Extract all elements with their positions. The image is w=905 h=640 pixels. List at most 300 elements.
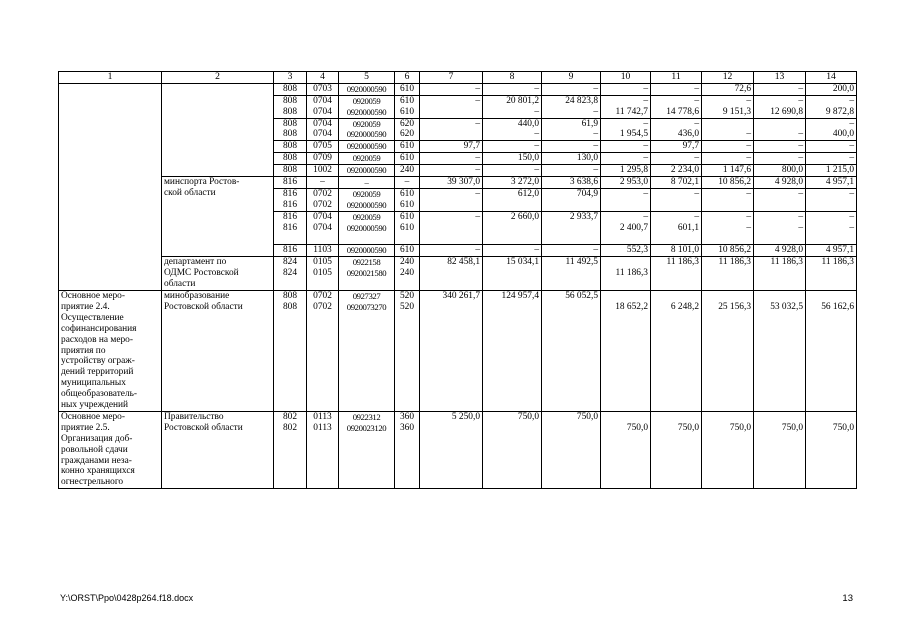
cell-line: –	[849, 141, 854, 152]
header-cell: 10	[601, 72, 651, 84]
cell-line: 5 250,0	[451, 411, 480, 422]
cell-line: –	[798, 222, 803, 233]
value-cell-c8	[483, 245, 542, 257]
value-cell-c14	[806, 245, 857, 257]
cell-line: 0704	[313, 222, 332, 233]
cell-line: 1 215,0	[825, 165, 854, 176]
cell-line: 750,0	[576, 411, 598, 422]
cell-line: –	[798, 211, 803, 222]
table-row	[59, 411, 857, 488]
cell-line: 808	[282, 153, 298, 164]
cell-line: 4 957,1	[825, 245, 854, 256]
value-cell-c4	[307, 141, 339, 153]
cell-line	[309, 233, 336, 244]
executor-cell: Правительство Ростовской области	[162, 411, 274, 488]
document-sheet	[58, 71, 856, 489]
value-cell-c6	[395, 290, 420, 411]
cell-line: 0702	[313, 290, 332, 301]
cell-line: 0704	[313, 211, 332, 222]
cell-line	[397, 279, 417, 290]
cell-line: 200,0	[832, 83, 854, 94]
cell-line: 0920000590	[346, 83, 387, 94]
value-cell-c5	[339, 95, 395, 118]
cell-line: 816	[282, 177, 298, 188]
value-cell-c5	[339, 211, 395, 245]
header-cell: 5	[339, 72, 395, 84]
cell-line: 808	[282, 118, 298, 129]
cell-line: –	[798, 95, 803, 106]
header-cell: 1	[59, 72, 162, 84]
value-cell-c11	[651, 257, 702, 291]
value-cell-c9	[542, 118, 601, 141]
value-cell-c13	[754, 165, 806, 177]
cell-line: –	[593, 106, 598, 117]
header-cell: 4	[307, 72, 339, 84]
value-cell-c12	[702, 290, 754, 411]
cell-line: 824	[282, 268, 298, 279]
cell-line	[309, 279, 336, 290]
value-cell-c6	[395, 211, 420, 245]
value-cell-c11	[651, 411, 702, 488]
cell-line: 14 778,6	[666, 106, 699, 117]
cell-line: 610	[399, 106, 415, 117]
value-cell-c11	[651, 177, 702, 189]
value-cell-c6	[395, 411, 420, 488]
header-row	[59, 72, 857, 84]
cell-line: –	[849, 118, 854, 129]
value-cell-c13	[754, 245, 806, 257]
cell-line	[653, 291, 699, 302]
cell-line: –	[746, 153, 751, 164]
budget-table	[58, 71, 857, 489]
cell-line: –	[593, 165, 598, 176]
activity-cell	[59, 83, 162, 290]
value-cell-c7	[420, 95, 483, 118]
cell-line: 53 032,5	[770, 301, 803, 312]
cell-line: 1 147,6	[722, 165, 751, 176]
cell-line: –	[694, 83, 699, 94]
value-cell-c13	[754, 211, 806, 245]
value-cell-c4	[307, 153, 339, 165]
value-cell-c8	[483, 411, 542, 488]
cell-line: 0922158	[352, 257, 381, 268]
cell-line: 11 742,7	[615, 106, 648, 117]
cell-line: 11 186,3	[615, 268, 648, 279]
cell-line: 620	[399, 118, 415, 129]
cell-line: –	[694, 153, 699, 164]
cell-line: –	[694, 95, 699, 106]
value-cell-c8	[483, 118, 542, 141]
cell-line: 0113	[313, 411, 332, 422]
cell-line: –	[746, 141, 751, 152]
cell-line: –	[643, 95, 648, 106]
cell-line: –	[593, 129, 598, 140]
cell-line: –	[643, 188, 648, 199]
cell-line: 400,0	[832, 129, 854, 140]
value-cell-c7	[420, 118, 483, 141]
value-cell-c3	[274, 211, 307, 245]
value-cell-c11	[651, 95, 702, 118]
value-cell-c12	[702, 118, 754, 141]
cell-line: 150,0	[517, 153, 539, 164]
value-cell-c4	[307, 211, 339, 245]
cell-line: –	[746, 188, 751, 199]
value-cell-c9	[542, 411, 601, 488]
cell-line: 750,0	[729, 422, 751, 433]
cell-line: –	[694, 211, 699, 222]
cell-line: –	[643, 153, 648, 164]
cell-line: 1 954,5	[619, 129, 648, 140]
cell-line: 0704	[313, 129, 332, 140]
cell-line: –	[643, 118, 648, 129]
cell-line	[808, 412, 854, 423]
value-cell-c8	[483, 257, 542, 291]
cell-line: –	[534, 141, 539, 152]
value-cell-c5	[339, 177, 395, 189]
cell-line	[397, 233, 417, 244]
value-cell-c11	[651, 188, 702, 211]
cell-line: 0709	[313, 153, 332, 164]
value-cell-c8	[483, 211, 542, 245]
value-cell-c10	[601, 165, 651, 177]
cell-line	[603, 291, 648, 302]
value-cell-c7	[420, 245, 483, 257]
cell-line: 601,1	[677, 222, 699, 233]
value-cell-c12	[702, 245, 754, 257]
cell-line: 802	[282, 411, 298, 422]
cell-line: 12 690,8	[770, 106, 803, 117]
value-cell-c7	[420, 153, 483, 165]
value-cell-c6	[395, 95, 420, 118]
cell-line: –	[849, 188, 854, 199]
value-cell-c11	[651, 165, 702, 177]
cell-line: 816	[282, 199, 298, 210]
header-cell: 6	[395, 72, 420, 84]
cell-line: 612,0	[517, 188, 539, 199]
cell-line: 3 638,6	[569, 177, 598, 188]
value-cell-c5	[339, 411, 395, 488]
value-cell-c10	[601, 83, 651, 95]
value-cell-c11	[651, 211, 702, 245]
cell-line: –	[849, 222, 854, 233]
cell-line: 0702	[313, 188, 332, 199]
value-cell-c9	[542, 177, 601, 189]
cell-line: –	[593, 141, 598, 152]
cell-line: 2 400,7	[619, 222, 648, 233]
cell-line: 4 928,0	[774, 245, 803, 256]
cell-line: 808	[282, 129, 298, 140]
cell-line: 9 151,3	[722, 106, 751, 117]
cell-line	[808, 291, 854, 302]
value-cell-c6	[395, 141, 420, 153]
value-cell-c3	[274, 257, 307, 291]
value-cell-c9	[542, 188, 601, 211]
value-cell-c12	[702, 177, 754, 189]
cell-line: 72,6	[734, 83, 751, 94]
cell-line: –	[475, 245, 480, 256]
header-cell: 7	[420, 72, 483, 84]
cell-line: 130,0	[576, 153, 598, 164]
value-cell-c4	[307, 411, 339, 488]
cell-line: 610	[399, 141, 415, 152]
cell-line: –	[534, 106, 539, 117]
cell-line	[341, 233, 392, 244]
value-cell-c12	[702, 188, 754, 211]
table-row	[59, 290, 857, 411]
value-cell-c7	[420, 165, 483, 177]
cell-line: 0113	[313, 422, 332, 433]
cell-line: 1002	[313, 165, 332, 176]
cell-line: 124 957,4	[501, 290, 539, 301]
cell-line: 10 856,2	[718, 177, 751, 188]
value-cell-c5	[339, 153, 395, 165]
value-cell-c8	[483, 83, 542, 95]
value-cell-c5	[339, 188, 395, 211]
value-cell-c4	[307, 188, 339, 211]
cell-line: 816	[282, 245, 298, 256]
cell-line: 0920059	[352, 188, 381, 199]
footer-file-path: Y:\ORST\Ppo\0428p264.f18.docx	[60, 593, 194, 603]
cell-line	[653, 412, 699, 423]
value-cell-c6	[395, 188, 420, 211]
value-cell-c5	[339, 257, 395, 291]
cell-line: –	[404, 177, 410, 188]
value-cell-c14	[806, 141, 857, 153]
value-cell-c6	[395, 83, 420, 95]
cell-line: 808	[282, 95, 298, 106]
cell-line: –	[475, 118, 480, 129]
cell-line: 2 933,7	[569, 211, 598, 222]
value-cell-c12	[702, 153, 754, 165]
value-cell-c12	[702, 165, 754, 177]
value-cell-c3	[274, 165, 307, 177]
value-cell-c14	[806, 257, 857, 291]
cell-line: 436,0	[677, 129, 699, 140]
value-cell-c13	[754, 83, 806, 95]
cell-line: 0920000590	[346, 222, 387, 233]
header-cell: 14	[806, 72, 857, 84]
value-cell-c10	[601, 141, 651, 153]
cell-line: –	[534, 83, 539, 94]
value-cell-c14	[806, 211, 857, 245]
value-cell-c14	[806, 290, 857, 411]
cell-line: 808	[282, 301, 298, 312]
cell-line: 750,0	[677, 422, 699, 433]
cell-line: 0920023120	[346, 422, 387, 433]
value-cell-c11	[651, 245, 702, 257]
value-cell-c9	[542, 245, 601, 257]
value-cell-c5	[339, 245, 395, 257]
value-cell-c13	[754, 141, 806, 153]
cell-line: 240	[399, 165, 415, 176]
table-row	[59, 83, 857, 95]
value-cell-c6	[395, 165, 420, 177]
cell-line: 808	[282, 141, 298, 152]
header-cell: 3	[274, 72, 307, 84]
footer-page-number: 13	[842, 593, 853, 604]
value-cell-c9	[542, 95, 601, 118]
cell-line: 39 307,0	[447, 177, 480, 188]
cell-line: 610	[399, 211, 415, 222]
cell-line: 4 957,1	[825, 177, 854, 188]
cell-line: –	[475, 188, 480, 199]
value-cell-c4	[307, 95, 339, 118]
cell-line: 3 272,0	[510, 177, 539, 188]
value-cell-c12	[702, 83, 754, 95]
value-cell-c3	[274, 153, 307, 165]
cell-line	[276, 279, 304, 290]
cell-line: 704,9	[576, 188, 598, 199]
cell-line	[704, 119, 751, 130]
cell-line: 2 953,0	[619, 177, 648, 188]
cell-line: –	[746, 211, 751, 222]
value-cell-c7	[420, 411, 483, 488]
cell-line	[341, 279, 392, 290]
value-cell-c7	[420, 290, 483, 411]
cell-line: 552,3	[626, 245, 648, 256]
cell-line: 610	[399, 222, 415, 233]
cell-line: 8 702,1	[670, 177, 699, 188]
executor-cell: департамент по ОДМС Ростовской области	[162, 257, 274, 291]
cell-line: –	[475, 95, 480, 106]
cell-line: 610	[399, 153, 415, 164]
value-cell-c9	[542, 153, 601, 165]
value-cell-c4	[307, 257, 339, 291]
cell-line: –	[849, 211, 854, 222]
cell-line: –	[475, 211, 480, 222]
value-cell-c5	[339, 165, 395, 177]
value-cell-c8	[483, 95, 542, 118]
value-cell-c3	[274, 83, 307, 95]
cell-line: –	[849, 153, 854, 164]
cell-line: 0920000590	[346, 245, 387, 256]
value-cell-c10	[601, 118, 651, 141]
cell-line: 240	[399, 257, 415, 268]
cell-line	[756, 412, 803, 423]
value-cell-c13	[754, 188, 806, 211]
value-cell-c10	[601, 177, 651, 189]
cell-line	[276, 233, 304, 244]
cell-line: 56 052,5	[565, 290, 598, 301]
cell-line: 11 186,3	[770, 257, 803, 268]
cell-line: 82 458,1	[447, 257, 480, 268]
value-cell-c3	[274, 95, 307, 118]
value-cell-c10	[601, 211, 651, 245]
value-cell-c4	[307, 290, 339, 411]
value-cell-c3	[274, 411, 307, 488]
value-cell-c6	[395, 153, 420, 165]
value-cell-c9	[542, 211, 601, 245]
value-cell-c6	[395, 245, 420, 257]
cell-line: 61,9	[581, 118, 598, 129]
value-cell-c13	[754, 177, 806, 189]
value-cell-c11	[651, 153, 702, 165]
cell-line: 20 801,2	[506, 95, 539, 106]
value-cell-c8	[483, 290, 542, 411]
header-cell: 2	[162, 72, 274, 84]
table-row	[59, 177, 857, 189]
cell-line: 0702	[313, 199, 332, 210]
cell-line: 2 234,0	[670, 165, 699, 176]
cell-line: 816	[282, 222, 298, 233]
cell-line: 18 652,2	[615, 301, 648, 312]
cell-line: 808	[282, 290, 298, 301]
cell-line: 824	[282, 257, 298, 268]
value-cell-c8	[483, 141, 542, 153]
value-cell-c10	[601, 290, 651, 411]
cell-line: –	[746, 222, 751, 233]
cell-line: 0920000590	[346, 199, 387, 210]
cell-line: 0920021580	[346, 268, 387, 279]
cell-line: –	[798, 188, 803, 199]
value-cell-c14	[806, 83, 857, 95]
cell-line: 808	[282, 83, 298, 94]
cell-line: 0920000590	[346, 165, 387, 176]
cell-line: 0702	[313, 301, 332, 312]
cell-line: 0105	[313, 257, 332, 268]
cell-line: –	[593, 83, 598, 94]
cell-line: –	[643, 141, 648, 152]
value-cell-c5	[339, 290, 395, 411]
cell-line: 360	[399, 411, 415, 422]
value-cell-c10	[601, 411, 651, 488]
header-cell: 13	[754, 72, 806, 84]
value-cell-c3	[274, 188, 307, 211]
cell-line: –	[475, 153, 480, 164]
cell-line: –	[798, 129, 803, 140]
cell-line: 610	[399, 95, 415, 106]
executor-cell: минобразование Ростовской области	[162, 290, 274, 411]
value-cell-c3	[274, 290, 307, 411]
value-cell-c9	[542, 83, 601, 95]
value-cell-c7	[420, 211, 483, 245]
value-cell-c10	[601, 95, 651, 118]
cell-line: 0920059	[352, 118, 381, 129]
value-cell-c9	[542, 290, 601, 411]
cell-line: –	[593, 245, 598, 256]
cell-line: 11 186,3	[718, 257, 751, 268]
cell-line: –	[643, 83, 648, 94]
value-cell-c13	[754, 95, 806, 118]
value-cell-c7	[420, 141, 483, 153]
cell-line	[704, 291, 751, 302]
value-cell-c14	[806, 188, 857, 211]
value-cell-c9	[542, 141, 601, 153]
cell-line: 0927327	[352, 290, 381, 301]
cell-line: 240	[399, 268, 415, 279]
activity-cell: Основное меро- приятие 2.4. Осуществление софинансирования расходов на меро- приятия по устройству ограж- дений территорий муниципальных общеобразователь- ных учреждений	[59, 290, 162, 411]
cell-line: 2 660,0	[510, 211, 539, 222]
cell-line: –	[475, 165, 480, 176]
cell-line: 0920000590	[346, 129, 387, 140]
cell-line: 6 248,2	[670, 301, 699, 312]
cell-line: –	[798, 83, 803, 94]
value-cell-c11	[651, 141, 702, 153]
value-cell-c14	[806, 118, 857, 141]
value-cell-c8	[483, 177, 542, 189]
executor-cell	[162, 83, 274, 176]
cell-line: 340 261,7	[442, 290, 480, 301]
cell-line: 0920073270	[346, 301, 387, 312]
cell-line: 0920000590	[346, 141, 387, 152]
value-cell-c3	[274, 177, 307, 189]
value-cell-c9	[542, 165, 601, 177]
value-cell-c3	[274, 141, 307, 153]
cell-line: 97,7	[463, 141, 480, 152]
cell-line: 750,0	[626, 422, 648, 433]
value-cell-c11	[651, 118, 702, 141]
cell-line: 620	[399, 129, 415, 140]
